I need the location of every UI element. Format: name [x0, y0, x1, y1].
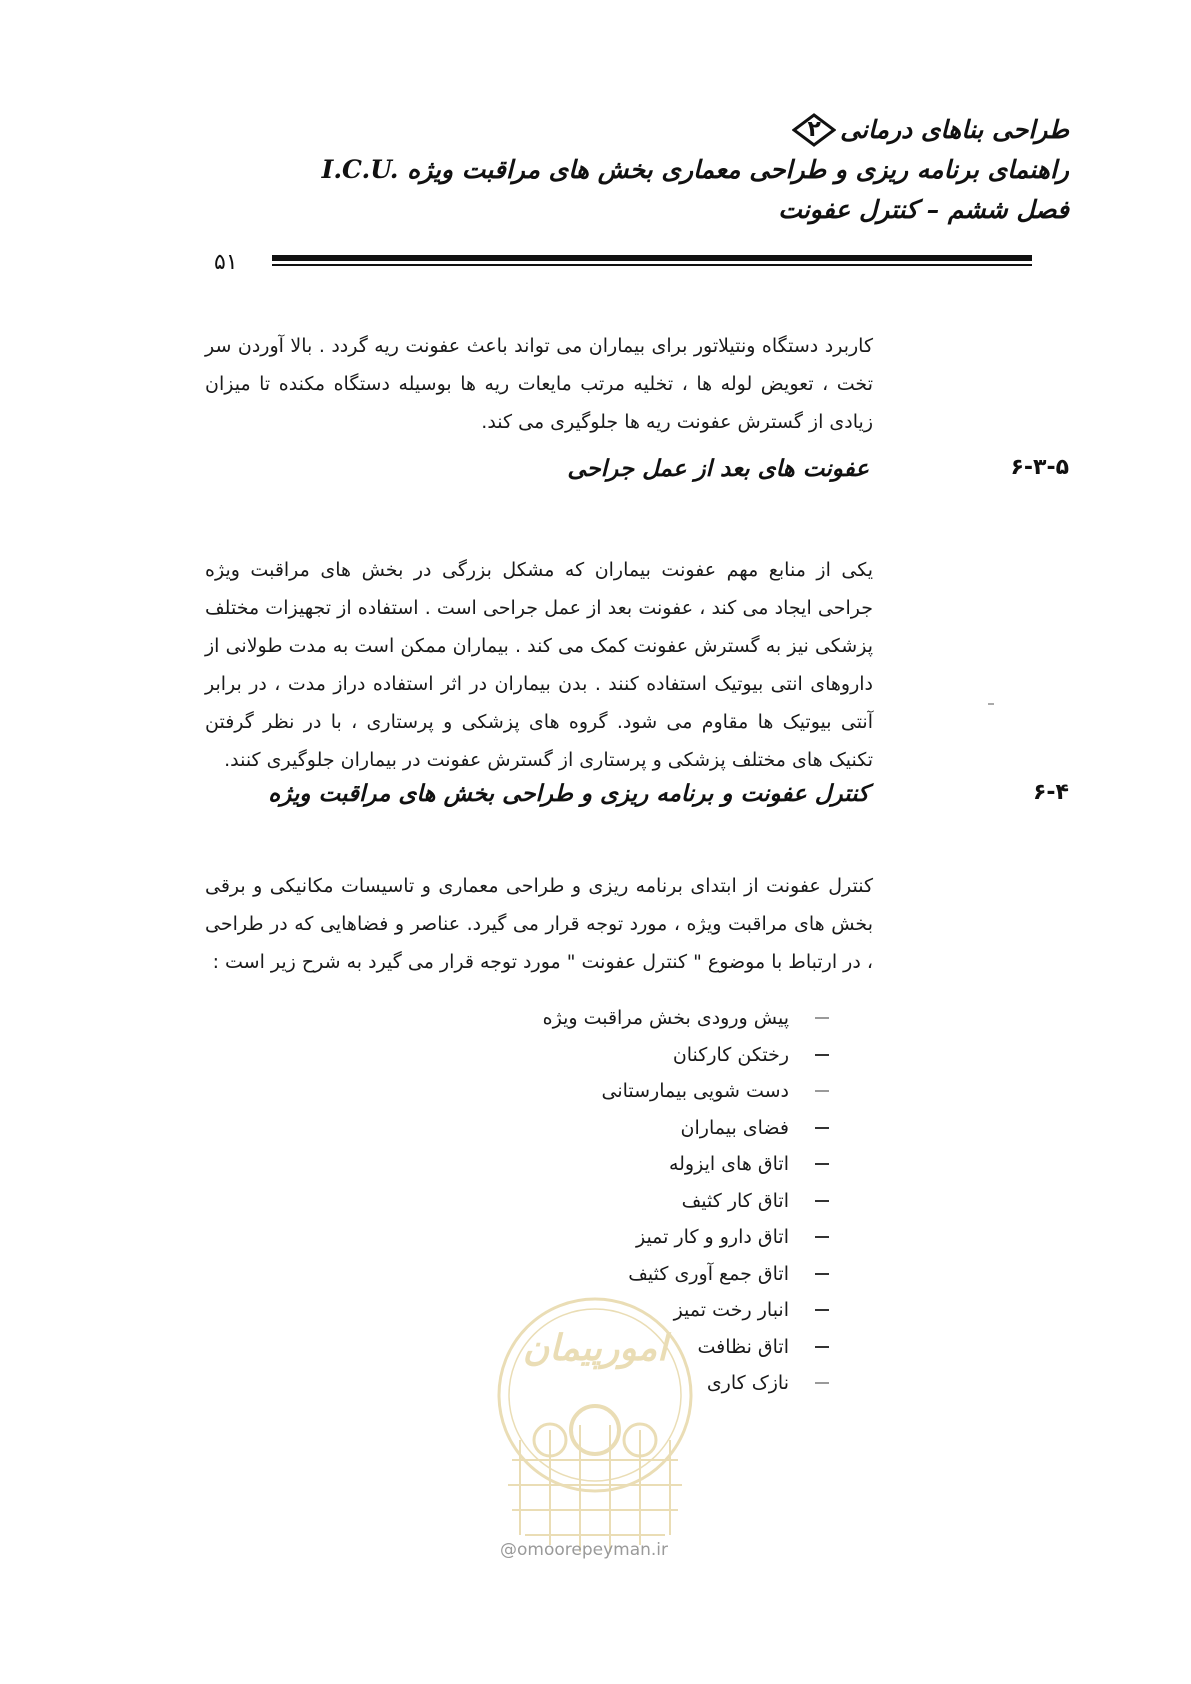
list-item-text: رختکن کارکنان — [672, 1043, 789, 1066]
dash-bullet-icon — [815, 1382, 829, 1384]
dash-bullet-icon — [815, 1017, 829, 1019]
list-item-text: فضای بیماران — [680, 1116, 789, 1139]
watermark-seal-icon — [490, 1290, 700, 1560]
header-guide-title — [321, 150, 1069, 190]
section-number: ۶-۳-۵ — [1010, 455, 1069, 480]
dash-bullet-icon — [815, 1054, 829, 1056]
paragraph-post-surgery-infection: یکی از منابع مهم عفونت بیماران که مشکل بزرگی در بخش های مراقبت ویژه جراحی ایجاد می کند ، عفونت بعد از عمل جراحی است . استفاده از تجهیزات مختلف پزشکی نیز به گسترش عفونت کمک می کند . بیماران ممکن است به مدت طولانی از داروهای انتی بیوتیک استفاده کنند . بدن بیماران در اثر استفاده دراز مدت ، در برابر آنتی بیوتیک ها مقاوم می شود. گروه های پزشکی و پرستاری ، با در نظر گرفتن تکنیک های مختلف پزشکی و پرستاری از گسترش عفونت در بیماران جلوگیری کنند. — [205, 559, 873, 771]
header-book-title-row — [349, 110, 1069, 150]
dash-bullet-icon — [815, 1236, 829, 1238]
list-item — [543, 1110, 829, 1147]
list-item — [543, 1000, 829, 1037]
watermark-url: @omoorepeyman.ir — [500, 1540, 669, 1560]
running-header — [321, 110, 1069, 230]
section-heading-post-surgery — [189, 455, 1069, 495]
margin-mark — [988, 703, 994, 705]
list-item — [543, 1073, 829, 1110]
section-heading-infection-control — [189, 780, 1069, 820]
dash-bullet-icon — [815, 1127, 829, 1129]
list-item — [543, 1219, 829, 1256]
list-item-text: اتاق کار کثیف — [681, 1189, 789, 1212]
list-item-text: انبار رخت تمیز — [673, 1299, 789, 1322]
header-rule — [272, 255, 1032, 266]
volume-badge — [792, 113, 836, 147]
list-item — [543, 1146, 829, 1183]
dash-bullet-icon — [815, 1163, 829, 1165]
section-title: کنترل عفونت و برنامه ریزی و طراحی بخش های مراقبت ویژه — [268, 780, 869, 807]
dash-bullet-icon — [815, 1346, 829, 1348]
header-rule-thick — [272, 255, 1032, 261]
section-title: عفونت های بعد از عمل جراحی — [567, 455, 869, 482]
paragraph-infection-control-design: کنترل عفونت از ابتدای برنامه ریزی و طراحی معماری و تاسیسات مکانیکی و برقی بخش های مراقبت ویژه ، مورد توجه قرار می گیرد. عناصر و فضاهایی که در طراحی ، در ارتباط با موضوع " کنترل عفونت " مورد توجه قرار می گیرد به شرح زیر است : — [205, 875, 873, 973]
header-guide-title-text: راهنمای برنامه ریزی و طراحی معماری بخش های مراقبت ویژه — [407, 155, 1069, 184]
list-item-text: نازک کاری — [706, 1372, 789, 1395]
list-item-text: پیش ورودی بخش مراقبت ویژه — [542, 1007, 789, 1030]
list-item-text: اتاق جمع آوری کثیف — [628, 1262, 789, 1285]
watermark-logo-text: امورپیمان — [522, 1327, 668, 1369]
section-number: ۶-۴ — [1033, 780, 1069, 805]
dash-bullet-icon — [815, 1090, 829, 1092]
list-item — [543, 1183, 829, 1220]
header-rule-thin — [272, 264, 1032, 266]
list-item — [543, 1037, 829, 1074]
list-item-text: دست شویی بیمارستانی — [601, 1080, 789, 1103]
header-book-title: طراحی بناهای درمانی — [840, 115, 1069, 144]
dash-bullet-icon — [815, 1309, 829, 1311]
dash-bullet-icon — [815, 1273, 829, 1275]
header-chapter-title: فصل ششم – کنترل عفونت — [778, 195, 1069, 224]
header-icu-label: I.C.U. — [321, 155, 399, 184]
list-item-text: اتاق های ایزوله — [668, 1153, 789, 1176]
dash-bullet-icon — [815, 1200, 829, 1202]
list-item-text: اتاق نظافت — [697, 1335, 789, 1358]
paragraph-ventilator: کاربرد دستگاه ونتیلاتور برای بیماران می تواند باعث عفونت ریه گردد . بالا آوردن سر تخت ، تعویض لوله ها ، تخلیه مرتب مایعات ریه ها بوسیله دستگاه مکنده تا میزان زیادی از گسترش عفونت ریه ها جلوگیری می کند. — [205, 335, 873, 433]
list-item — [543, 1256, 829, 1293]
list-item-text: اتاق دارو و کار تمیز — [635, 1226, 789, 1249]
volume-number: ۲ — [807, 117, 821, 142]
page-number: ۵۱ — [214, 250, 238, 275]
